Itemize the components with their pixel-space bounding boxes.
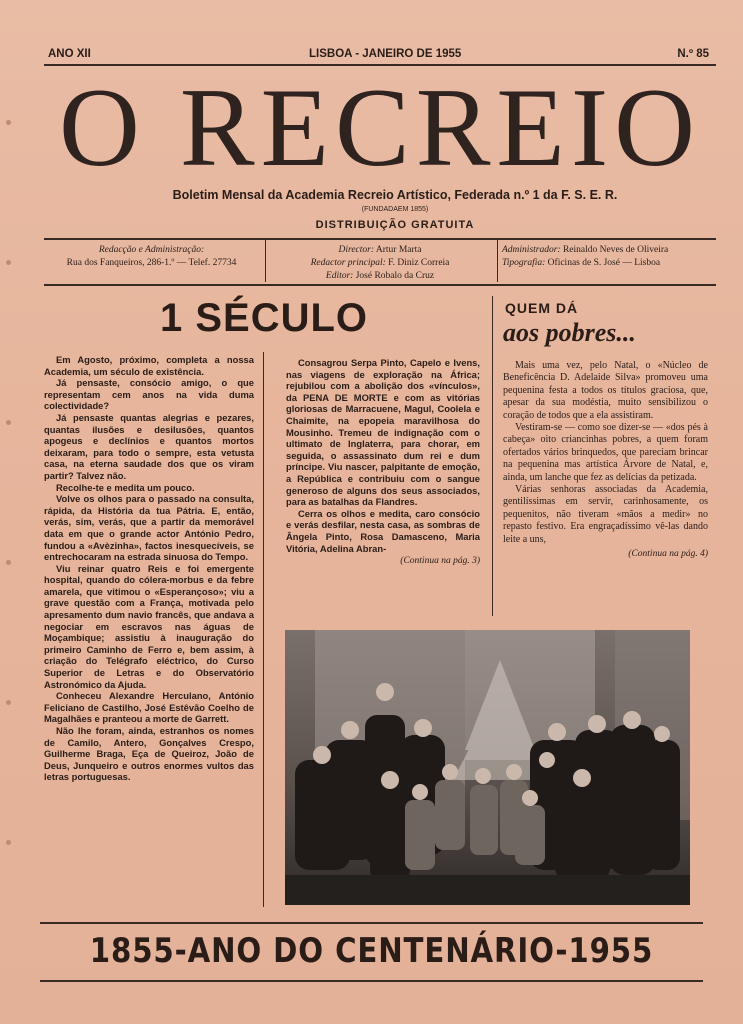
info-divider-2 <box>497 240 498 282</box>
editor-name: José Robalo da Cruz <box>355 271 435 281</box>
founded-note: (FUNDADAEM 1855) <box>361 206 429 213</box>
info-bottom-rule <box>44 284 716 286</box>
director-name: Artur Marta <box>375 245 422 255</box>
column-divider-2 <box>492 296 493 616</box>
printing-name: Oficinas de S. José — Lisboa <box>547 258 661 268</box>
paragraph: Já pensaste, consócio amigo, o que representam cem anos na vida duma colectividade? <box>44 377 254 412</box>
column-divider-1 <box>263 352 264 907</box>
side-headline: aos pobres... <box>503 318 636 347</box>
side-kicker: QUEM DÁ <box>505 300 579 316</box>
side-article <box>503 360 708 561</box>
administrator-name: Reinaldo Neves de Oliveira <box>562 245 669 255</box>
info-top-rule <box>44 238 716 240</box>
issue-year: ANO XII <box>48 48 91 60</box>
editor-label: Editor: <box>325 271 354 281</box>
paragraph: Já pensaste quantas alegrias e pezares, quantas ilusões e desilusões, quantos apogeus e declínios e quantos mortos deixaram, para todo o sempre, esta vetusta casa, na eterna saudade dos que os viram partir? Talvez não. <box>44 411 254 481</box>
office-info <box>44 244 259 282</box>
distribution-note: DISTRIBUIÇÃO GRATUITA <box>315 219 475 231</box>
continued-note: (Continua na pág. 3) <box>400 556 480 567</box>
main-headline: 1 SÉCULO <box>160 296 369 340</box>
place-date: LISBOA - JANEIRO DE 1955 <box>309 48 462 60</box>
office-label: Redacção e Administração: <box>98 245 205 255</box>
centenary-banner: 1855-ANO DO CENTENÁRIO-1955 <box>89 931 654 971</box>
printing-label: Tipografia: <box>502 258 546 268</box>
staff-info <box>270 244 490 282</box>
paragraph: Consagrou Serpa Pinto, Capelo e Ivens, nas viagens de exploração na África; rejubilou com a abolição dos «vínculos», da PENA DE MORTE e com as vitórias gloriosas de Marracuene, Magul, Coolela e Chaimite, na epopeia maravilhosa do Mousinho. Tremeu de indignação com o ultimato de Inglaterra, para chorar, em seguida, o assassinato dum rei e dum príncipe. Viu nascer, palpitante de emoção, a República e contribuiu com o sangue generoso de alguns dos seus associados, para as batalhas da Flandres. <box>286 357 480 508</box>
group-photo-image <box>285 630 690 905</box>
paragraph: Mais uma vez, pelo Natal, o «Núcleo de Beneficência D. Adelaide Silva» promoveu uma pequenina festa a todos os títulos graciosa, que, apesar da sua modéstia, muito sensibilizou o coração de todos que a ela assistiram. <box>503 360 708 421</box>
paragraph: Volve os olhos para o passado na consulta, rápida, da História da tua Pátria. E, então, verás, sim, verás, que a partir da memorável data em que o grande actor António Pedro, fundou a «Avèzinha», factos inesquecíveis, se entrechocaram na estrada sinuosa do Tempo. <box>44 493 254 563</box>
paragraph: Cerra os olhos e medita, caro consócio e verás desfilar, nesta casa, as sombras de Ângela Pinto, Rosa Damasceno, Maria Vitória, Adelina Abran- <box>286 507 480 554</box>
paragraph: Não lhe foram, ainda, estranhos os nomes de Camilo, Antero, Gonçalves Crespo, Guilherme Braga, Eça de Queiroz, João de Deus, Junqueiro e outros enormes vultos das letras portuguesas. <box>44 725 254 783</box>
administrator-label: Administrador: <box>502 245 561 255</box>
masthead-subtitle: Boletim Mensal da Academia Recreio Artístico, Federada n.º 1 da F. S. E. R. <box>172 188 618 202</box>
main-article-col2 <box>286 357 480 568</box>
chief-editor-name: F. Diniz Correia <box>388 258 450 268</box>
paragraph: Vestiram-se — como soe dizer-se — «dos pés à cabeça» oito criancinhas pobres, a quem foram ofertados vários brinquedos, que pareciam brincar na pequenina mas artística Árvore de Natal, e, ainda, um lanche que fez as delícias da petizada. <box>503 422 708 483</box>
group-photo <box>285 630 690 905</box>
issue-strip <box>44 46 713 64</box>
director-label: Director: <box>338 245 375 255</box>
paragraph: Em Agosto, próximo, completa a nossa Academia, um século de existência. <box>44 354 254 377</box>
masthead-title: O RECREIO <box>59 66 701 190</box>
info-divider-1 <box>265 240 266 282</box>
continued-note: (Continua na pág. 4) <box>628 549 708 560</box>
issue-number: N.º 85 <box>677 48 709 60</box>
paragraph: Várias senhoras associadas da Academia, gentilíssimas em servir, carinhosamente, os pequenitos, não tiveram «mãos a medir» no repasto festivo. Era engraçadíssimo vê-las dando leite a uns, <box>503 484 708 545</box>
chief-editor-label: Redactor principal: <box>310 258 386 268</box>
admin-info <box>502 244 717 282</box>
main-article-col1 <box>44 354 254 783</box>
banner-bottom-rule <box>40 980 703 982</box>
banner-top-rule <box>40 922 703 924</box>
paragraph: Recolhe-te e medita um pouco. <box>56 481 195 493</box>
office-address: Rua dos Fanqueiros, 286-1.º — Telef. 27734 <box>66 258 237 268</box>
paragraph: Conheceu Alexandre Herculano, António Feliciano de Castilho, José Estêvão Coelho de Magalhães e pranteou a morte de Garrett. <box>44 690 254 725</box>
paragraph: Viu reinar quatro Reis e foi emergente hospital, quando do cólera-morbus e da febre amarela, que vitimou o «Esperançoso»; viu a grave questão com a França, motivada pelo apresamento dum navio francês, que andava a negociar em escravos nas águas de Moçambique; assistiu à inauguração do primeiro Caminho de Ferro e, bem assim, à criação do Telégrafo eléctrico, do Curso Superior de Letras e do Observatório Astronómico da Ajuda. <box>44 562 254 690</box>
